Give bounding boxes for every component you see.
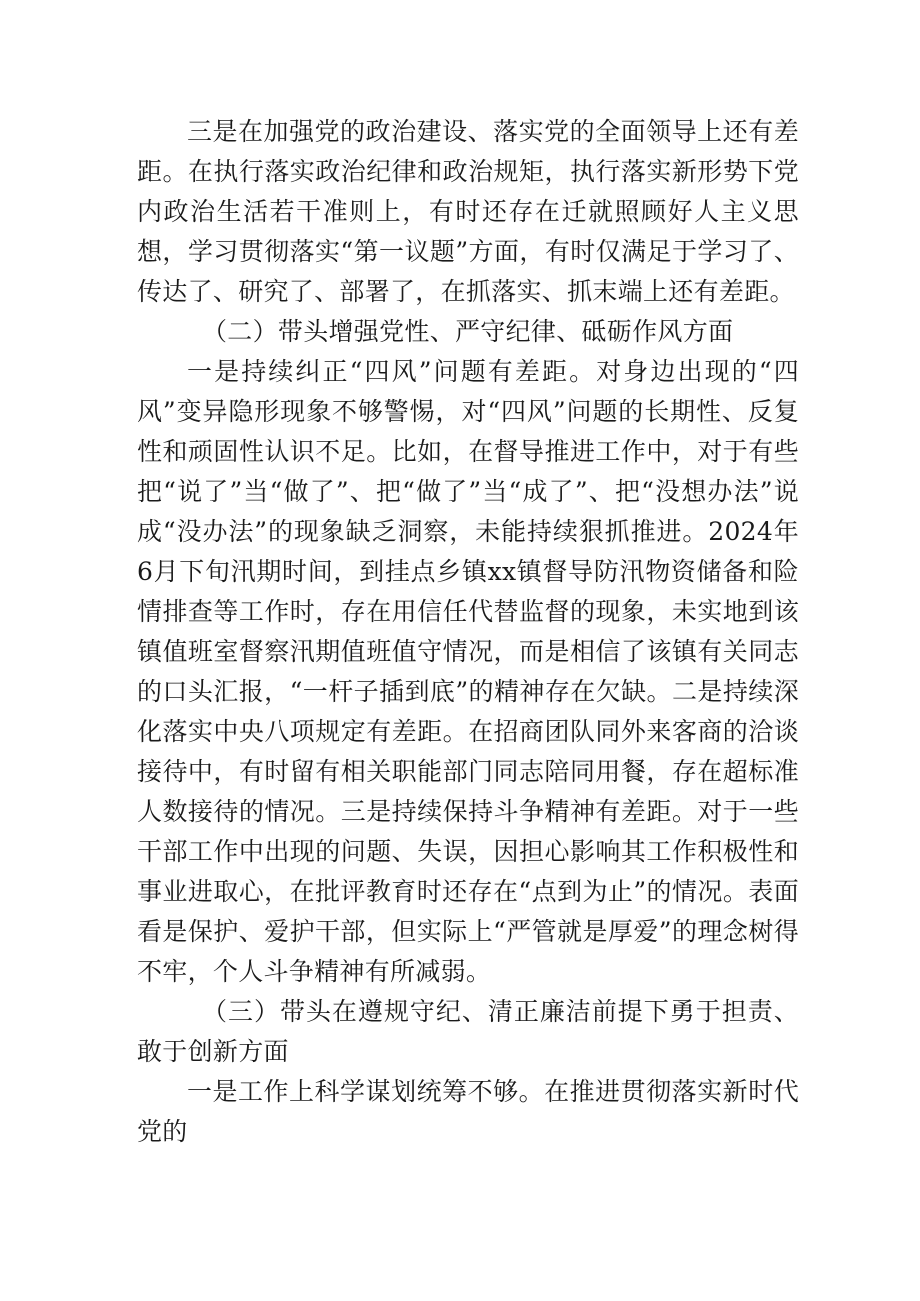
paragraph-four-winds: 一是持续纠正“四风”问题有差距。对身边出现的“四风”变异隐形现象不够警惕，对“四风”问题的长期性、反复性和顽固性认识不足。比如，在督导推进工作中，对于有些把“说了”当“做了”、把“做了”当“成了”、把“没想办法”说成“没办法”的现象缺乏洞察，未能持续狠抓推进。2024年6月下旬汛期时间，到挂点乡镇xx镇督导防汛物资储备和险情排查等工作时，存在用信任代替监督的现象，未实地到该镇值班室督察汛期值班值守情况，而是相信了该镇有关同志的口头汇报，“一杆子插到底”的精神存在欠缺。二是持续深化落实中央八项规定有差距。在招商团队同外来客商的洽谈接待中，有时留有相关职能部门同志陪同用餐，存在超标准人数接待的情况。三是持续保持斗争精神有差距。对于一些干部工作中出现的问题、失误，因担心影响其工作积极性和事业进取心，在批评教育时还存在“点到为止”的情况。表面看是保护、爱护干部，但实际上“严管就是厚爱”的理念树得不牢，个人斗争精神有所减弱。 bbox=[137, 357, 799, 986]
paragraph-political-building: 三是在加强党的政治建设、落实党的全面领导上还有差距。在执行落实政治纪律和政治规矩，执行落实新形势下党内政治生活若干准则上，有时还存在迁就照顾好人主义思想，学习贯彻落实“第一议题”方面，有时仅满足于学习了、传达了、研究了、部署了，在抓落实、抓末端上还有差距。 bbox=[137, 117, 799, 306]
paragraph-planning: 一是工作上科学谋划统筹不够。在推进贯彻落实新时代党的 bbox=[137, 1077, 799, 1146]
document-body bbox=[137, 112, 799, 1152]
section-heading-3: （三）带头在遵规守纪、清正廉洁前提下勇于担责、敢于创新方面 bbox=[137, 997, 799, 1066]
section-heading-2: （二）带头增强党性、严守纪律、砥砺作风方面 bbox=[202, 317, 734, 346]
